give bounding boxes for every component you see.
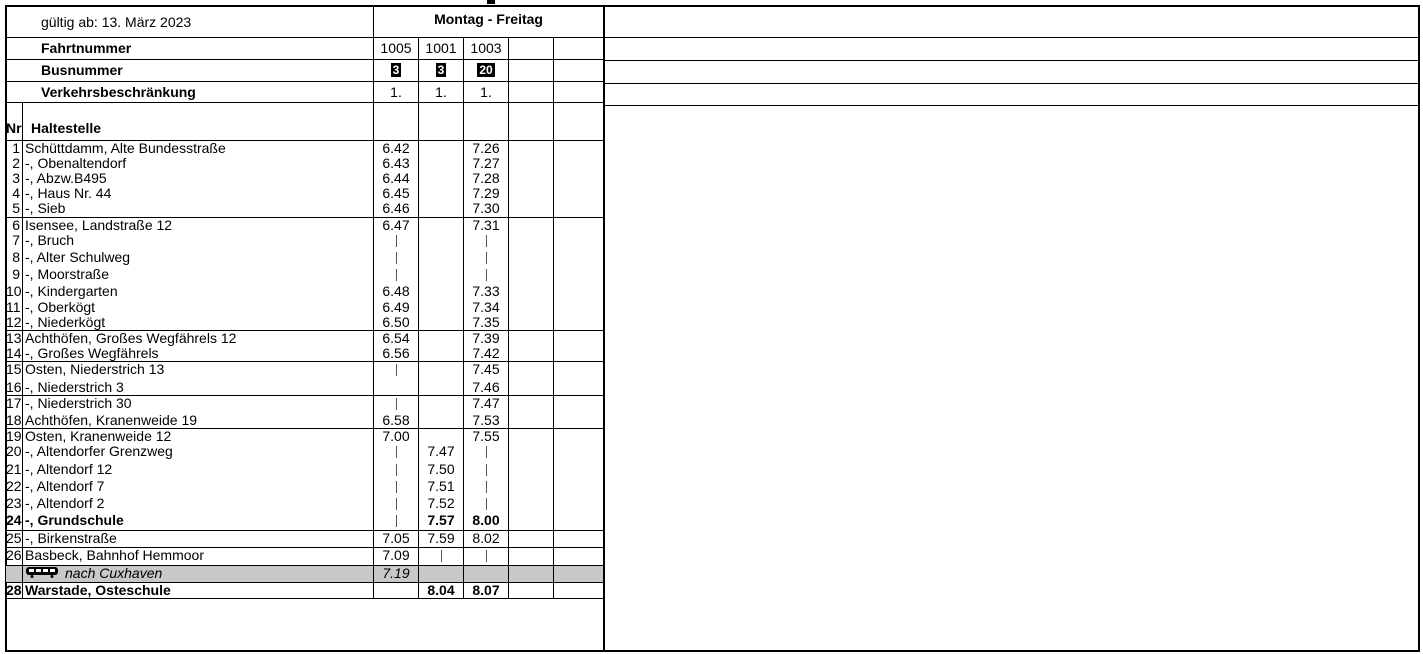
departure-time: 6.58 <box>374 413 419 429</box>
departure-time: 7.29 <box>464 186 509 201</box>
pass-through-mark <box>396 269 397 281</box>
stop-row <box>6 547 604 565</box>
stop-name: -, Birkenstraße <box>23 531 374 547</box>
pass-through-mark <box>486 446 487 458</box>
stop-nr: 19 <box>6 428 22 445</box>
empty-trip-cell <box>554 186 604 201</box>
empty-trip-cell <box>554 380 604 396</box>
busnummer-2: 3 <box>437 62 445 77</box>
departure-time: 6.47 <box>374 217 419 233</box>
departure-time: 7.09 <box>374 547 419 565</box>
departure-time <box>419 171 464 186</box>
departure-time <box>464 267 509 284</box>
stop-row <box>6 413 604 429</box>
stop-nr: 17 <box>6 395 23 413</box>
empty-trip-cell <box>509 479 554 496</box>
empty-trip-cell <box>554 140 604 156</box>
stop-name <box>23 565 374 582</box>
empty-trip-cell <box>509 330 554 346</box>
fahrtnummer-label: Fahrtnummer <box>6 37 374 59</box>
empty-trip-cell <box>554 531 604 547</box>
departure-time <box>374 362 419 380</box>
empty-trip-cell <box>509 395 554 413</box>
empty-trip-cell <box>509 140 554 156</box>
empty-trip-cell <box>554 479 604 496</box>
timetable <box>5 7 604 599</box>
departure-time: 8.00 <box>464 513 509 531</box>
departure-time <box>374 267 419 284</box>
stop-nr: 26 <box>6 547 23 565</box>
stop-row <box>6 479 604 496</box>
stop-name: Achthöfen, Großes Wegfährels 12 <box>23 330 374 346</box>
departure-time: 6.56 <box>374 346 419 362</box>
empty-trip-cell <box>554 330 604 346</box>
departure-time: 7.51 <box>419 479 464 496</box>
departure-time: 7.47 <box>419 444 464 461</box>
empty-trip-cell <box>509 233 554 250</box>
destination-label: nach Cuxhaven <box>65 565 163 581</box>
stop-name: -, Niederstrich 3 <box>23 380 374 396</box>
pass-through-mark <box>486 464 487 476</box>
departure-time <box>464 462 509 479</box>
departure-time: 6.42 <box>374 140 419 156</box>
pass-through-mark <box>396 364 397 376</box>
empty-trip-cell <box>554 395 604 413</box>
departure-time <box>464 444 509 461</box>
departure-time: 7.52 <box>419 496 464 513</box>
departure-time <box>419 346 464 362</box>
stop-row <box>6 429 604 445</box>
stop-name: -, Haus Nr. 44 <box>23 186 374 201</box>
departure-time <box>419 186 464 201</box>
stop-row <box>6 462 604 479</box>
departure-time: 7.45 <box>464 362 509 380</box>
pass-through-mark <box>486 550 487 562</box>
beschraenkung-3: 1. <box>464 81 509 102</box>
departure-time: 7.31 <box>464 217 509 233</box>
empty-trip-cell <box>509 496 554 513</box>
empty-trip-cell <box>509 413 554 429</box>
empty-trip-cell <box>509 171 554 186</box>
departure-time <box>419 250 464 267</box>
departure-time: 6.45 <box>374 186 419 201</box>
busnummer-3: 20 <box>479 62 493 77</box>
stop-name: -, Grundschule <box>23 513 374 531</box>
departure-time <box>419 565 464 582</box>
departure-time: 6.50 <box>374 315 419 331</box>
departure-time <box>464 547 509 565</box>
empty-trip-cell <box>554 156 604 171</box>
stop-nr: 3 <box>6 171 23 186</box>
stop-name: -, Obenaltendorf <box>23 156 374 171</box>
empty-trip-cell <box>554 284 604 299</box>
valid-from: gültig ab: 13. März 2023 <box>6 7 374 37</box>
stop-nr: 28 <box>6 582 22 598</box>
departure-time: 7.53 <box>464 413 509 429</box>
nr-header: Nr <box>6 102 23 140</box>
departure-time <box>419 156 464 171</box>
departure-time <box>419 413 464 429</box>
train-icon <box>25 566 59 581</box>
stop-nr: 5 <box>6 201 23 217</box>
pass-through-mark <box>396 515 397 527</box>
busnummer-1: 3 <box>392 62 400 77</box>
stop-row <box>6 171 604 186</box>
empty-trip-cell <box>509 217 554 233</box>
stop-nr: 15 <box>6 362 23 380</box>
departure-time <box>374 395 419 413</box>
departure-time <box>374 233 419 250</box>
empty-trip-cell <box>554 362 604 380</box>
stop-row <box>6 186 604 201</box>
empty-trip-cell <box>509 380 554 396</box>
departure-time: 7.26 <box>464 140 509 156</box>
fahrtnummer-1: 1005 <box>374 37 419 59</box>
departure-time <box>419 217 464 233</box>
departure-time <box>374 444 419 461</box>
departure-time: 7.35 <box>464 315 509 331</box>
empty-trip-cell <box>554 547 604 565</box>
departure-time <box>374 462 419 479</box>
empty-trip-cell <box>509 250 554 267</box>
fahrtnummer-3: 1003 <box>464 37 509 59</box>
departure-time: 7.57 <box>419 513 464 531</box>
departure-time: 7.46 <box>464 380 509 396</box>
stop-row <box>6 284 604 299</box>
departure-time <box>374 496 419 513</box>
busnummer-label: Busnummer <box>6 59 374 81</box>
empty-trip-cell <box>554 217 604 233</box>
stop-name: Osten, Niederstrich 13 <box>23 362 374 380</box>
stop-name: -, Großes Wegfährels <box>23 346 374 362</box>
stop-name: -, Sieb <box>23 201 374 217</box>
stop-name: -, Moorstraße <box>23 267 374 284</box>
empty-trip-cell <box>509 513 554 531</box>
empty-trip-cell <box>554 315 604 331</box>
empty-trip-cell <box>554 346 604 362</box>
beschraenkung-1: 1. <box>374 81 419 102</box>
stop-row <box>6 531 604 547</box>
stop-nr: 23 <box>6 496 23 513</box>
stop-nr: 11 <box>6 299 21 315</box>
departure-time <box>419 140 464 156</box>
stop-name: -, Altendorf 2 <box>23 496 374 513</box>
stop-name: -, Niederstrich 30 <box>23 395 374 413</box>
stop-nr: 21 <box>6 462 23 479</box>
departure-time <box>419 315 464 331</box>
fahrtnummer-2: 1001 <box>419 37 464 59</box>
departure-time: 7.42 <box>464 346 509 362</box>
empty-trip-cell <box>509 362 554 380</box>
departure-time: 6.48 <box>374 284 419 299</box>
pass-through-mark <box>486 481 487 493</box>
pass-through-mark <box>396 398 397 410</box>
empty-trip-cell <box>509 429 554 445</box>
stop-row <box>6 582 604 598</box>
departure-time: 7.55 <box>464 429 509 445</box>
departure-time <box>464 565 509 582</box>
departure-time <box>419 330 464 346</box>
departure-time: 7.34 <box>464 300 509 315</box>
beschraenkung-2: 1. <box>419 81 464 102</box>
stop-nr: 20 <box>6 444 23 461</box>
empty-trip-cell <box>509 346 554 362</box>
empty-trip-cell <box>554 300 604 315</box>
stop-nr: 14 <box>6 346 22 362</box>
stop-nr: 8 <box>6 250 23 267</box>
pass-through-mark <box>396 498 397 510</box>
empty-trip-cell <box>554 171 604 186</box>
empty-trip-cell <box>554 513 604 531</box>
stop-row <box>6 380 604 396</box>
departure-time: 7.59 <box>419 531 464 547</box>
stop-nr: 9 <box>6 267 23 284</box>
departure-time <box>419 267 464 284</box>
days-label: Montag - Freitag <box>374 7 604 37</box>
departure-time: 8.02 <box>464 531 509 547</box>
haltestelle-header: Haltestelle <box>23 102 374 140</box>
departure-time: 7.05 <box>374 531 419 547</box>
empty-trip-cell <box>554 413 604 429</box>
stop-name: Schüttdamm, Alte Bundesstraße <box>23 140 374 156</box>
stop-row <box>6 217 604 233</box>
stop-name: Warstade, Osteschule <box>23 582 374 598</box>
stop-row <box>6 300 604 315</box>
stop-row <box>6 362 604 380</box>
stop-name: Osten, Kranenweide 12 <box>23 429 374 445</box>
departure-time: 7.33 <box>464 284 509 299</box>
departure-time: 7.47 <box>464 395 509 413</box>
departure-time <box>419 233 464 250</box>
departure-time <box>419 284 464 299</box>
stop-row <box>6 315 604 331</box>
empty-trip-cell <box>509 300 554 315</box>
stop-nr: 12 <box>6 314 22 330</box>
stop-nr: 6 <box>6 217 23 233</box>
empty-trip-cell <box>509 186 554 201</box>
empty-trip-cell <box>554 267 604 284</box>
departure-time: 6.46 <box>374 201 419 217</box>
departure-time: 8.04 <box>419 582 464 598</box>
stop-nr <box>6 565 23 582</box>
departure-time <box>419 429 464 445</box>
departure-time <box>374 513 419 531</box>
empty-trip-cell <box>509 444 554 461</box>
empty-trip-cell <box>554 462 604 479</box>
empty-right-pane <box>603 7 1420 652</box>
stop-row <box>6 267 604 284</box>
empty-trip-cell <box>509 462 554 479</box>
stop-row <box>6 565 604 582</box>
top-mark <box>487 0 495 4</box>
departure-time <box>374 380 419 396</box>
pass-through-mark <box>441 550 442 562</box>
verkehrsbeschraenkung-label: Verkehrsbeschränkung <box>6 81 374 102</box>
departure-time: 7.28 <box>464 171 509 186</box>
empty-trip-cell <box>554 429 604 445</box>
departure-time <box>464 479 509 496</box>
departure-time: 6.49 <box>374 300 419 315</box>
stop-nr: 24 <box>6 513 23 531</box>
empty-trip-cell <box>509 267 554 284</box>
stop-nr: 22 <box>6 479 23 496</box>
pass-through-mark <box>396 464 397 476</box>
empty-trip-cell <box>554 201 604 217</box>
stop-name: -, Bruch <box>23 233 374 250</box>
departure-time <box>419 547 464 565</box>
departure-time <box>374 250 419 267</box>
stop-nr: 4 <box>6 186 23 201</box>
stop-nr: 16 <box>6 379 22 395</box>
stop-row <box>6 140 604 156</box>
stop-row <box>6 330 604 346</box>
stop-row <box>6 346 604 362</box>
stop-row <box>6 496 604 513</box>
stop-name: -, Alter Schulweg <box>23 250 374 267</box>
stop-row <box>6 444 604 461</box>
stop-name: Isensee, Landstraße 12 <box>23 217 374 233</box>
stop-row <box>6 201 604 217</box>
departure-time: 7.19 <box>374 565 419 582</box>
stop-name: Achthöfen, Kranenweide 19 <box>23 413 374 429</box>
empty-trip-cell <box>509 565 554 582</box>
departure-time: 7.30 <box>464 201 509 217</box>
stop-nr: 2 <box>6 156 23 171</box>
stop-nr: 7 <box>6 233 23 250</box>
departure-time: 6.44 <box>374 171 419 186</box>
empty-trip-cell <box>554 496 604 513</box>
empty-trip-cell <box>554 444 604 461</box>
departure-time: 7.39 <box>464 330 509 346</box>
empty-trip-cell <box>509 582 554 598</box>
stop-row <box>6 513 604 531</box>
empty-trip-cell <box>554 582 604 598</box>
departure-time: 8.07 <box>464 582 509 598</box>
departure-time: 7.00 <box>374 429 419 445</box>
empty-trip-cell <box>509 531 554 547</box>
stop-row <box>6 395 604 413</box>
pass-through-mark <box>396 235 397 247</box>
departure-time <box>374 479 419 496</box>
pass-through-mark <box>486 498 487 510</box>
pass-through-mark <box>486 252 487 264</box>
empty-trip-cell <box>509 547 554 565</box>
stop-row <box>6 156 604 171</box>
stop-name: -, Kindergarten <box>23 284 374 299</box>
stop-name: -, Niederkögt <box>23 315 374 331</box>
pass-through-mark <box>396 252 397 264</box>
stop-nr: 1 <box>6 140 23 156</box>
stop-row <box>6 233 604 250</box>
stop-nr: 13 <box>6 330 22 346</box>
departure-time: 7.50 <box>419 462 464 479</box>
stop-name: -, Oberkögt <box>23 300 374 315</box>
stop-name: -, Altendorf 7 <box>23 479 374 496</box>
departure-time: 6.43 <box>374 156 419 171</box>
empty-trip-cell <box>509 156 554 171</box>
stop-nr: 25 <box>6 530 22 547</box>
stop-nr: 10 <box>6 284 22 300</box>
empty-trip-cell <box>554 565 604 582</box>
departure-time <box>419 201 464 217</box>
departure-time: 7.27 <box>464 156 509 171</box>
stop-name: -, Altendorf 12 <box>23 462 374 479</box>
stop-row <box>6 250 604 267</box>
departure-time <box>464 250 509 267</box>
pass-through-mark <box>396 446 397 458</box>
empty-trip-cell <box>509 284 554 299</box>
stop-nr: 18 <box>6 412 22 428</box>
empty-trip-cell <box>509 315 554 331</box>
pass-through-mark <box>486 269 487 281</box>
pass-through-mark <box>486 235 487 247</box>
departure-time: 6.54 <box>374 330 419 346</box>
departure-time <box>419 362 464 380</box>
pass-through-mark <box>396 481 397 493</box>
stop-name: -, Altendorfer Grenzweg <box>23 444 374 461</box>
stop-name: Basbeck, Bahnhof Hemmoor <box>23 547 374 565</box>
departure-time <box>419 300 464 315</box>
empty-trip-cell <box>554 233 604 250</box>
departure-time <box>419 380 464 396</box>
empty-trip-cell <box>554 250 604 267</box>
departure-time <box>464 496 509 513</box>
departure-time <box>419 395 464 413</box>
departure-time <box>374 582 419 598</box>
stop-name: -, Abzw.B495 <box>23 171 374 186</box>
departure-time <box>464 233 509 250</box>
empty-trip-cell <box>509 201 554 217</box>
